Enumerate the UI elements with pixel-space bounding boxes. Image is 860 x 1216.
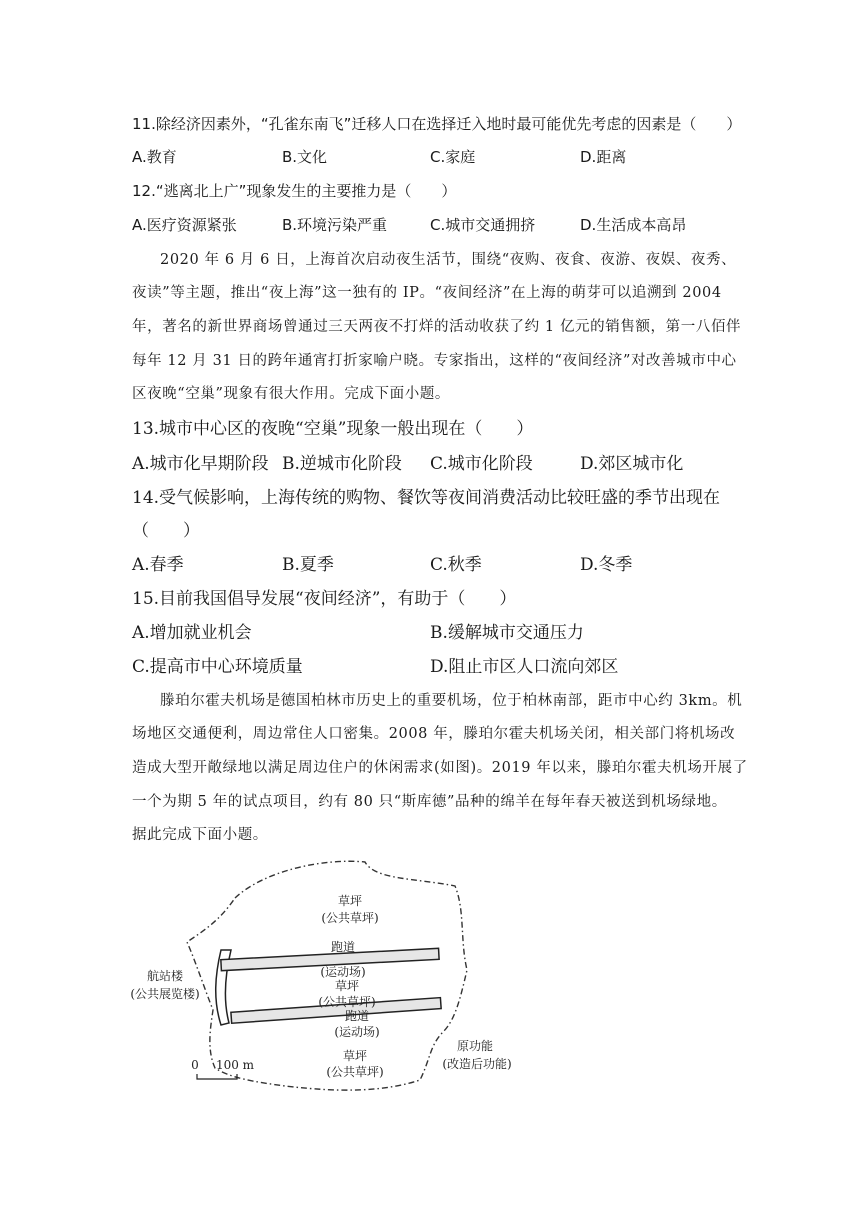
q14-option-d: D.冬季 (580, 555, 633, 575)
q14-stem: 14.受气候影响，上海传统的购物、餐饮等夜间消费活动比较旺盛的季节出现在 (132, 488, 721, 508)
passage-line: 2020 年 6 月 6 日，上海首次启动夜生活节，围绕“夜购、夜食、夜游、夜娱、夜秀、 (160, 252, 737, 268)
q13-stem: 13.城市中心区的夜晚“空巢”现象一般出现在（ ） (132, 419, 534, 439)
q12-option-d: D.生活成本高昂 (580, 216, 687, 234)
q14-stem-bracket: （ ） (132, 521, 200, 541)
q11-option-b: B.文化 (282, 148, 328, 166)
q15-option-a: A.增加就业机会 (132, 623, 252, 643)
runway-1-sub-label: (运动场) (320, 965, 366, 979)
q12-option-a: A.医疗资源紧张 (132, 216, 237, 234)
runway-2-label: 跑道 (344, 1009, 370, 1023)
q13-option-b: B.逆城市化阶段 (282, 454, 402, 474)
q14-option-c: C.秋季 (430, 555, 482, 575)
terminal-label: 航站楼 (146, 969, 184, 983)
lawn-mid-label: 草坪 (334, 979, 360, 993)
q11-stem: 11.除经济因素外，“孔雀东南飞”迁移人口在选择迁入地时最可能优先考虑的因素是（ ） (132, 115, 742, 133)
passage-line: 场地区交通便利，周边常住人口密集。2008 年，滕珀尔霍夫机场关闭，相关部门将机场改 (132, 726, 736, 742)
passage-line: 一个为期 5 年的试点项目，约有 80 只“斯库德”品种的绵羊在每年春天被送到机场绿地。 (132, 794, 727, 810)
scale-zero-label: 0 (191, 1058, 199, 1072)
q12-option-b: B.环境污染严重 (282, 216, 388, 234)
passage-line: 据此完成下面小题。 (132, 827, 268, 843)
passage-line: 区夜晚“空巢”现象有很大作用。完成下面小题。 (132, 386, 451, 402)
q14-option-a: A.春季 (132, 555, 184, 575)
q11-option-c: C.家庭 (430, 148, 476, 166)
lawn-bottom-sub-label: (公共草坪) (326, 1065, 384, 1079)
scale-bar (197, 1074, 237, 1079)
scale-distance-label: 100 m (215, 1058, 255, 1072)
passage-line: 造成大型开敞绿地以满足周边住户的休闲需求(如图)。2019 年以来，滕珀尔霍夫机场开展了 (132, 760, 748, 776)
q12-stem: 12.“逃离北上广”现象发生的主要推力是（ ） (132, 182, 457, 200)
lawn-mid-sub-label: (公共草坪) (318, 995, 376, 1009)
passage-line: 年，著名的新世界商场曾通过三天两夜不打烊的活动收获了约 1 亿元的销售额，第一八佰伴 (132, 319, 742, 335)
passage-line: 夜读”等主题，推出“夜上海”这一独有的 IP。“夜间经济”在上海的萌芽可以追溯到 2004 (132, 285, 722, 301)
q13-option-c: C.城市化阶段 (430, 454, 533, 474)
passage-line: 每年 12 月 31 日的跨年通宵打折家喻户晓。专家指出，这样的“夜间经济”对改善城市中心 (132, 353, 737, 369)
airport-map (125, 850, 545, 1100)
q15-stem: 15.目前我国倡导发展“夜间经济”，有助于（ ） (132, 589, 517, 609)
q15-option-d: D.阻止市区人口流向郊区 (430, 657, 619, 677)
lawn-top-sub-label: (公共草坪) (321, 911, 379, 925)
q13-option-d: D.郊区城市化 (580, 454, 684, 474)
runway-1-label: 跑道 (330, 940, 356, 954)
q15-option-b: B.缓解城市交通压力 (430, 623, 584, 643)
q13-option-a: A.城市化早期阶段 (132, 454, 269, 474)
q14-option-b: B.夏季 (282, 555, 334, 575)
q12-option-c: C.城市交通拥挤 (430, 216, 536, 234)
legend-sub-label: (改造后功能) (442, 1057, 512, 1071)
q11-option-a: A.教育 (132, 148, 177, 166)
lawn-bottom-label: 草坪 (342, 1049, 368, 1063)
terminal-sub-label: (公共展览楼) (130, 987, 200, 1001)
runway-2-sub-label: (运动场) (334, 1025, 380, 1039)
passage-line: 滕珀尔霍夫机场是德国柏林市历史上的重要机场，位于柏林南部，距市中心约 3km。机 (160, 693, 743, 709)
legend-label: 原功能 (456, 1039, 494, 1053)
q11-option-d: D.距离 (580, 148, 627, 166)
lawn-top-label: 草坪 (337, 894, 363, 908)
q15-option-c: C.提高市中心环境质量 (132, 657, 303, 677)
